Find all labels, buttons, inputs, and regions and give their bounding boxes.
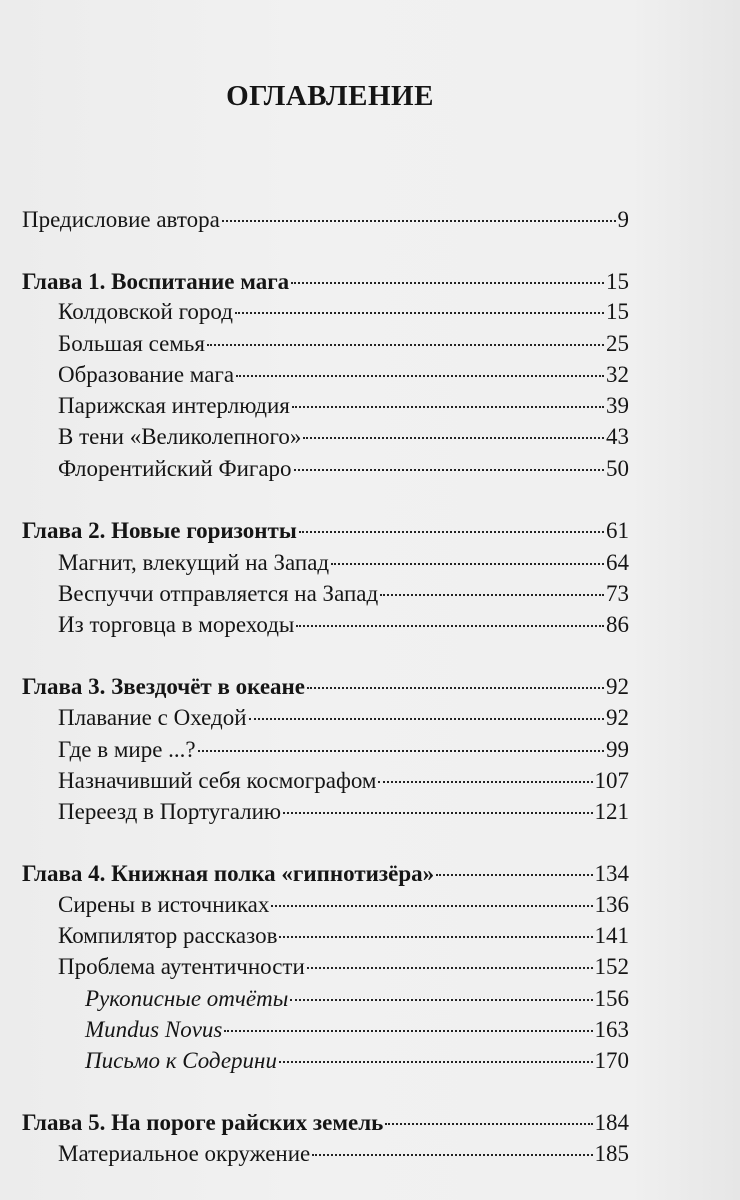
toc-entry (85, 1047, 629, 1075)
toc-page-number: 39 (606, 393, 629, 418)
toc-entry (58, 704, 629, 732)
toc-page-number: 86 (606, 612, 629, 637)
toc-page-number: 141 (594, 923, 629, 948)
toc-entry-title: Плавание с Охедой (58, 705, 247, 730)
toc-entry (58, 361, 629, 389)
dot-leader (307, 687, 604, 689)
dot-leader (279, 1061, 593, 1063)
toc-page-number: 61 (606, 518, 629, 543)
toc-entry (58, 798, 629, 826)
toc-entry-title: Глава 2. Новые горизонты (22, 518, 297, 543)
toc-entry (85, 985, 629, 1013)
toc-entry (58, 549, 629, 577)
toc-page-number: 50 (606, 456, 629, 481)
toc-page-number: 136 (594, 892, 629, 917)
dot-leader (331, 563, 604, 565)
toc-page-number: 134 (594, 861, 629, 886)
toc-entry-title: Переезд в Португалию (58, 799, 282, 824)
dot-leader (312, 1154, 592, 1156)
dot-leader (378, 781, 592, 783)
dot-leader (236, 375, 604, 377)
toc-page-number: 32 (606, 362, 629, 387)
toc-chapter-entry (22, 860, 629, 888)
toc-page-number: 64 (606, 550, 629, 575)
toc-entry (85, 1016, 629, 1044)
toc-entry-title: Глава 1. Воспитание мага (22, 269, 290, 294)
dot-leader (294, 469, 604, 471)
toc-chapter-entry (22, 517, 629, 545)
dot-leader (291, 282, 604, 284)
toc-entry-title: Письмо к Содерини (85, 1048, 277, 1073)
dot-leader (249, 718, 604, 720)
toc-entry (58, 423, 629, 451)
toc-chapter-entry (22, 673, 629, 701)
toc-page-number: 15 (606, 269, 629, 294)
toc-entry (58, 330, 629, 358)
dot-leader (224, 1030, 592, 1032)
toc-entry (58, 1140, 629, 1168)
dot-leader (235, 312, 604, 314)
toc-page-number: 107 (594, 768, 629, 793)
dot-leader (283, 812, 592, 814)
toc-page-number: 25 (606, 331, 629, 356)
dot-leader (296, 625, 604, 627)
toc-entry-title: Образование мага (58, 362, 235, 387)
toc-entry-title: Mundus Novus (85, 1017, 223, 1042)
toc-entry-title: Глава 5. На пороге райских земель (22, 1110, 384, 1135)
toc-entry (58, 611, 629, 639)
toc-entry-title: Предисловие автора (22, 207, 220, 232)
toc-entry-title: Сирены в источниках (58, 892, 270, 917)
toc-page-number: 163 (594, 1017, 629, 1042)
toc-entry-title: Парижская интерлюдия (58, 393, 290, 418)
toc-entry-title: Флорентийский Фигаро (58, 456, 292, 481)
toc-page-number: 184 (594, 1110, 629, 1135)
toc-entry (58, 392, 629, 420)
toc-entry (58, 736, 629, 764)
toc-page-number: 99 (606, 737, 629, 762)
toc-page-number: 9 (617, 207, 629, 232)
toc-entry (58, 580, 629, 608)
toc-page-number: 43 (606, 424, 629, 449)
dot-leader (222, 220, 616, 222)
toc-chapter-entry (22, 268, 629, 296)
toc-page-number: 170 (594, 1048, 629, 1073)
toc-entry (58, 953, 629, 981)
toc-entry-title: Большая семья (58, 331, 205, 356)
dot-leader (303, 437, 604, 439)
toc-entry (22, 206, 629, 234)
dot-leader (279, 936, 592, 938)
toc-entry-title: Магнит, влекущий на Запад (58, 550, 330, 575)
toc-page-number: 73 (606, 581, 629, 606)
dot-leader (299, 531, 604, 533)
toc-entry-title: Веспуччи отправляется на Запад (58, 581, 379, 606)
toc-entry-title: Из торговца в мореходы (58, 612, 295, 637)
dot-leader (436, 874, 592, 876)
toc-entry (58, 455, 629, 483)
toc-chapter-entry (22, 1109, 629, 1137)
dot-leader (198, 750, 604, 752)
dot-leader (271, 905, 592, 907)
page-title: ОГЛАВЛЕНИЕ (226, 80, 434, 112)
toc-entry (58, 767, 629, 795)
toc-entry-title: Компилятор рассказов (58, 923, 278, 948)
dot-leader (292, 406, 604, 408)
toc-page-number: 15 (606, 299, 629, 324)
toc-entry-title: Где в мире ...? (58, 737, 196, 762)
toc-page-number: 152 (594, 954, 629, 979)
toc-page-number: 156 (594, 986, 629, 1011)
toc-entry-title: Назначивший себя космографом (58, 768, 377, 793)
toc-entry-title: Материальное окружение (58, 1141, 311, 1166)
toc-page-number: 92 (606, 705, 629, 730)
toc-entry (58, 922, 629, 950)
toc-page-number: 185 (594, 1141, 629, 1166)
dot-leader (385, 1123, 592, 1125)
dot-leader (290, 999, 592, 1001)
toc-entry-title: Колдовской город (58, 299, 233, 324)
toc-entry-title: В тени «Великолепного» (58, 424, 302, 449)
toc-entry-title: Глава 4. Книжная полка «гипнотизёра» (22, 861, 435, 886)
toc-entry (58, 891, 629, 919)
dot-leader (207, 344, 604, 346)
toc-entry-title: Рукописные отчёты (85, 986, 289, 1011)
toc-entry (58, 298, 629, 326)
dot-leader (307, 967, 593, 969)
dot-leader (380, 594, 604, 596)
toc-entry-title: Глава 3. Звездочёт в океане (22, 674, 305, 699)
toc-page-number: 92 (606, 674, 629, 699)
toc-page-number: 121 (594, 799, 629, 824)
toc-entry-title: Проблема аутентичности (58, 954, 305, 979)
